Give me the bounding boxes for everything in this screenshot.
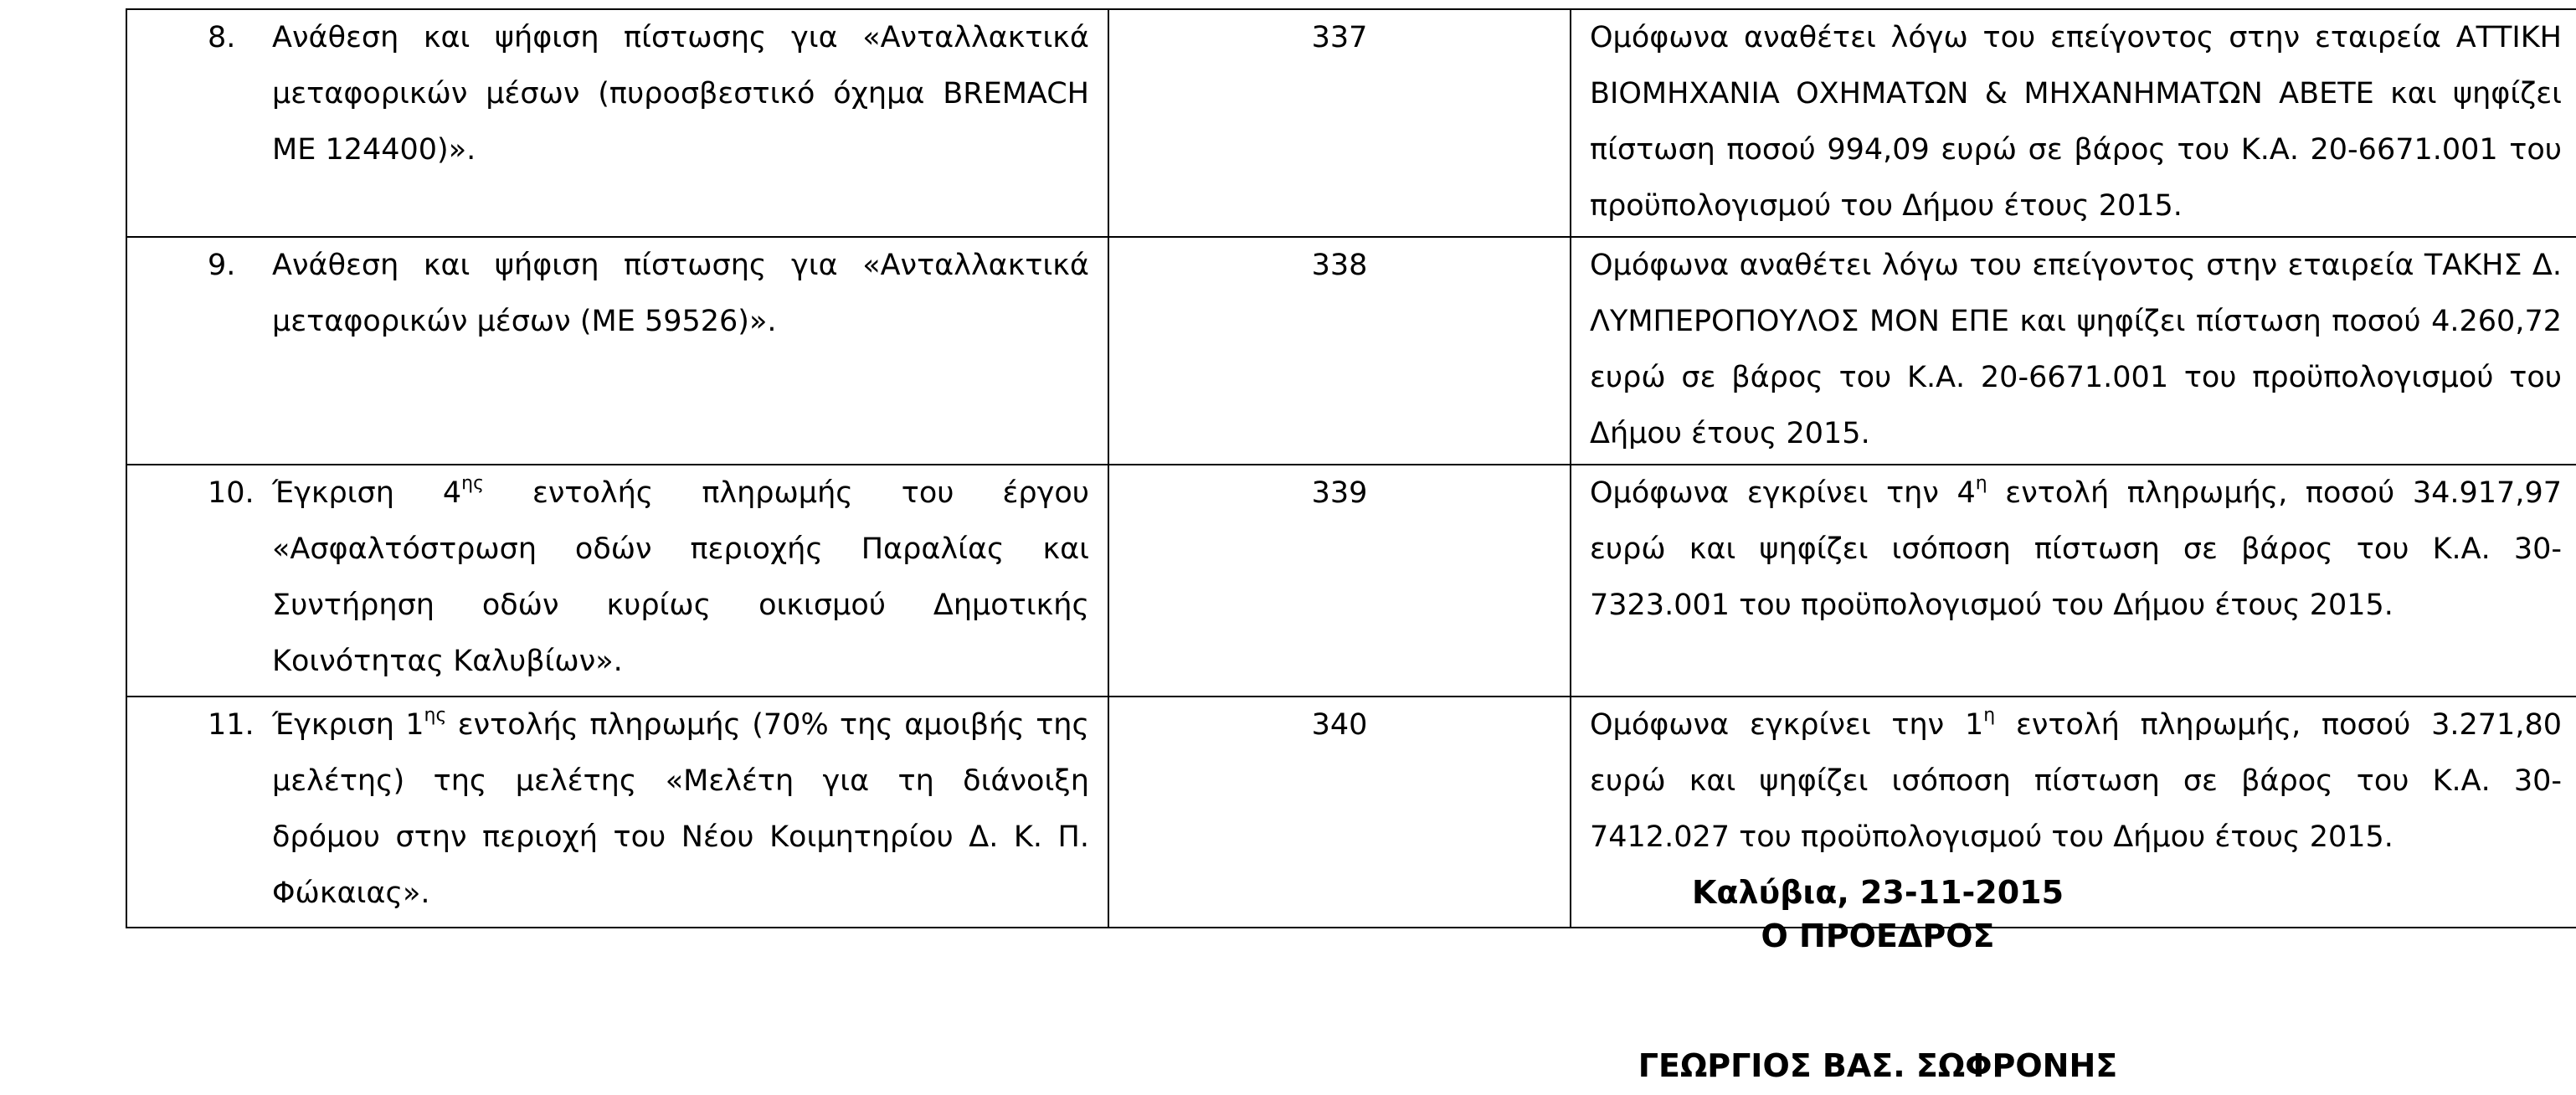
decision-number: 337	[1311, 21, 1368, 54]
decision-text	[1571, 465, 2576, 635]
item-subject: Ανάθεση και ψήφιση πίστωσης για «Ανταλλακτικά μεταφορικών μέσων (ΜΕ 59526)».	[272, 249, 1089, 338]
table-row	[126, 465, 2576, 697]
item-subject-rest: εντολής πληρωμής (70% της αμοιβής της μελέτης) της μελέτης «Μελέτη για τη διάνοιξη δρόμου στην περιοχή του Νέου Κοιμητηρίου Δ. Κ. Π. Φώκαιας».	[272, 708, 1089, 910]
item-number: 8.	[208, 21, 236, 54]
item-number: 10.	[208, 476, 255, 510]
item-number: 11.	[208, 708, 255, 742]
subject-cell	[126, 465, 1108, 697]
decision-number: 338	[1311, 249, 1368, 282]
decision-text-start: Ομόφωνα εγκρίνει την 1	[1590, 708, 1984, 742]
ordinal-suffix: ης	[424, 705, 447, 727]
ordinal-suffix: η	[1975, 473, 1987, 495]
place-date: Καλύβια, 23-11-2015	[1691, 874, 2064, 911]
signer-role: Ο ΠΡΟΕΔΡΟΣ	[1761, 918, 1995, 954]
ordinal-suffix: ης	[461, 473, 484, 495]
decision-text	[1571, 697, 2576, 867]
decision-cell	[1571, 9, 2576, 237]
decision-number-cell	[1108, 697, 1571, 928]
decision-number-cell	[1108, 465, 1571, 697]
item-subject-rest: εντολής πληρωμής του έργου «Ασφαλτόστρωση οδών περιοχής Παραλίας και Συντήρηση οδών κυρίως οικισμού Δημοτικής Κοινότητας Καλυβίων».	[272, 476, 1089, 678]
subject-cell	[126, 9, 1108, 237]
item-subject: Ανάθεση και ψήφιση πίστωσης για «Ανταλλακτικά μεταφορικών μέσων (πυροσβεστικό όχημα BREMACH ΜΕ 124400)».	[272, 21, 1089, 167]
decision-text-rest: εντολή πληρωμής, ποσού 3.271,80 ευρώ και ψηφίζει ισόποση πίστωση σε βάρος του Κ.Α. 30-7412.027 του προϋπολογισμού του Δήμου έτους 2015.	[1590, 708, 2562, 854]
item-number: 9.	[208, 249, 236, 282]
subject-cell	[126, 697, 1108, 928]
decision-text-rest: εντολή πληρωμής, ποσού 34.917,97 ευρώ και ψηφίζει ισόποση πίστωση σε βάρος του Κ.Α. 30-7323.001 του προϋπολογισμού του Δήμου έτους 2015.	[1590, 476, 2562, 622]
ordinal-suffix: η	[1983, 705, 1996, 727]
decisions-table	[126, 8, 2576, 928]
decision-cell	[1571, 237, 2576, 465]
item-subject-start: Έγκριση 1	[272, 708, 424, 742]
decision-text-start: Ομόφωνα εγκρίνει την 4	[1590, 476, 1976, 510]
decision-number: 339	[1311, 476, 1368, 510]
table-row	[126, 237, 2576, 465]
decision-cell	[1571, 465, 2576, 697]
item-subject-start: Έγκριση 4	[272, 476, 462, 510]
decision-number-cell	[1108, 237, 1571, 465]
table-row	[126, 9, 2576, 237]
decision-number: 340	[1311, 708, 1368, 742]
decision-text: Ομόφωνα αναθέτει λόγω του επείγοντος στην εταιρεία ΑΤΤΙΚΗ ΒΙΟΜΗΧΑΝΙΑ ΟΧΗΜΑΤΩΝ & ΜΗΧΑΝΗΜΑΤΩΝ ΑΒΕΤΕ και ψηφίζει πίστωση ποσού 994,09 ευρώ σε βάρος του Κ.Α. 20-6671.001 του προϋπολογισμού του Δήμου έτους 2015.	[1590, 21, 2562, 223]
subject-cell	[126, 237, 1108, 465]
decision-text: Ομόφωνα αναθέτει λόγω του επείγοντος στην εταιρεία ΤΑΚΗΣ Δ. ΛΥΜΠΕΡΟΠΟΥΛΟΣ ΜΟΝ ΕΠΕ και ψηφίζει πίστωση ποσού 4.260,72 ευρώ σε βάρος του Κ.Α. 20-6671.001 του προϋπολογισμού του Δήμου έτους 2015.	[1590, 249, 2562, 450]
signer-name: ΓΕΩΡΓΙΟΣ ΒΑΣ. ΣΩΦΡΟΝΗΣ	[1638, 1047, 2118, 1084]
decision-number-cell	[1108, 9, 1571, 237]
